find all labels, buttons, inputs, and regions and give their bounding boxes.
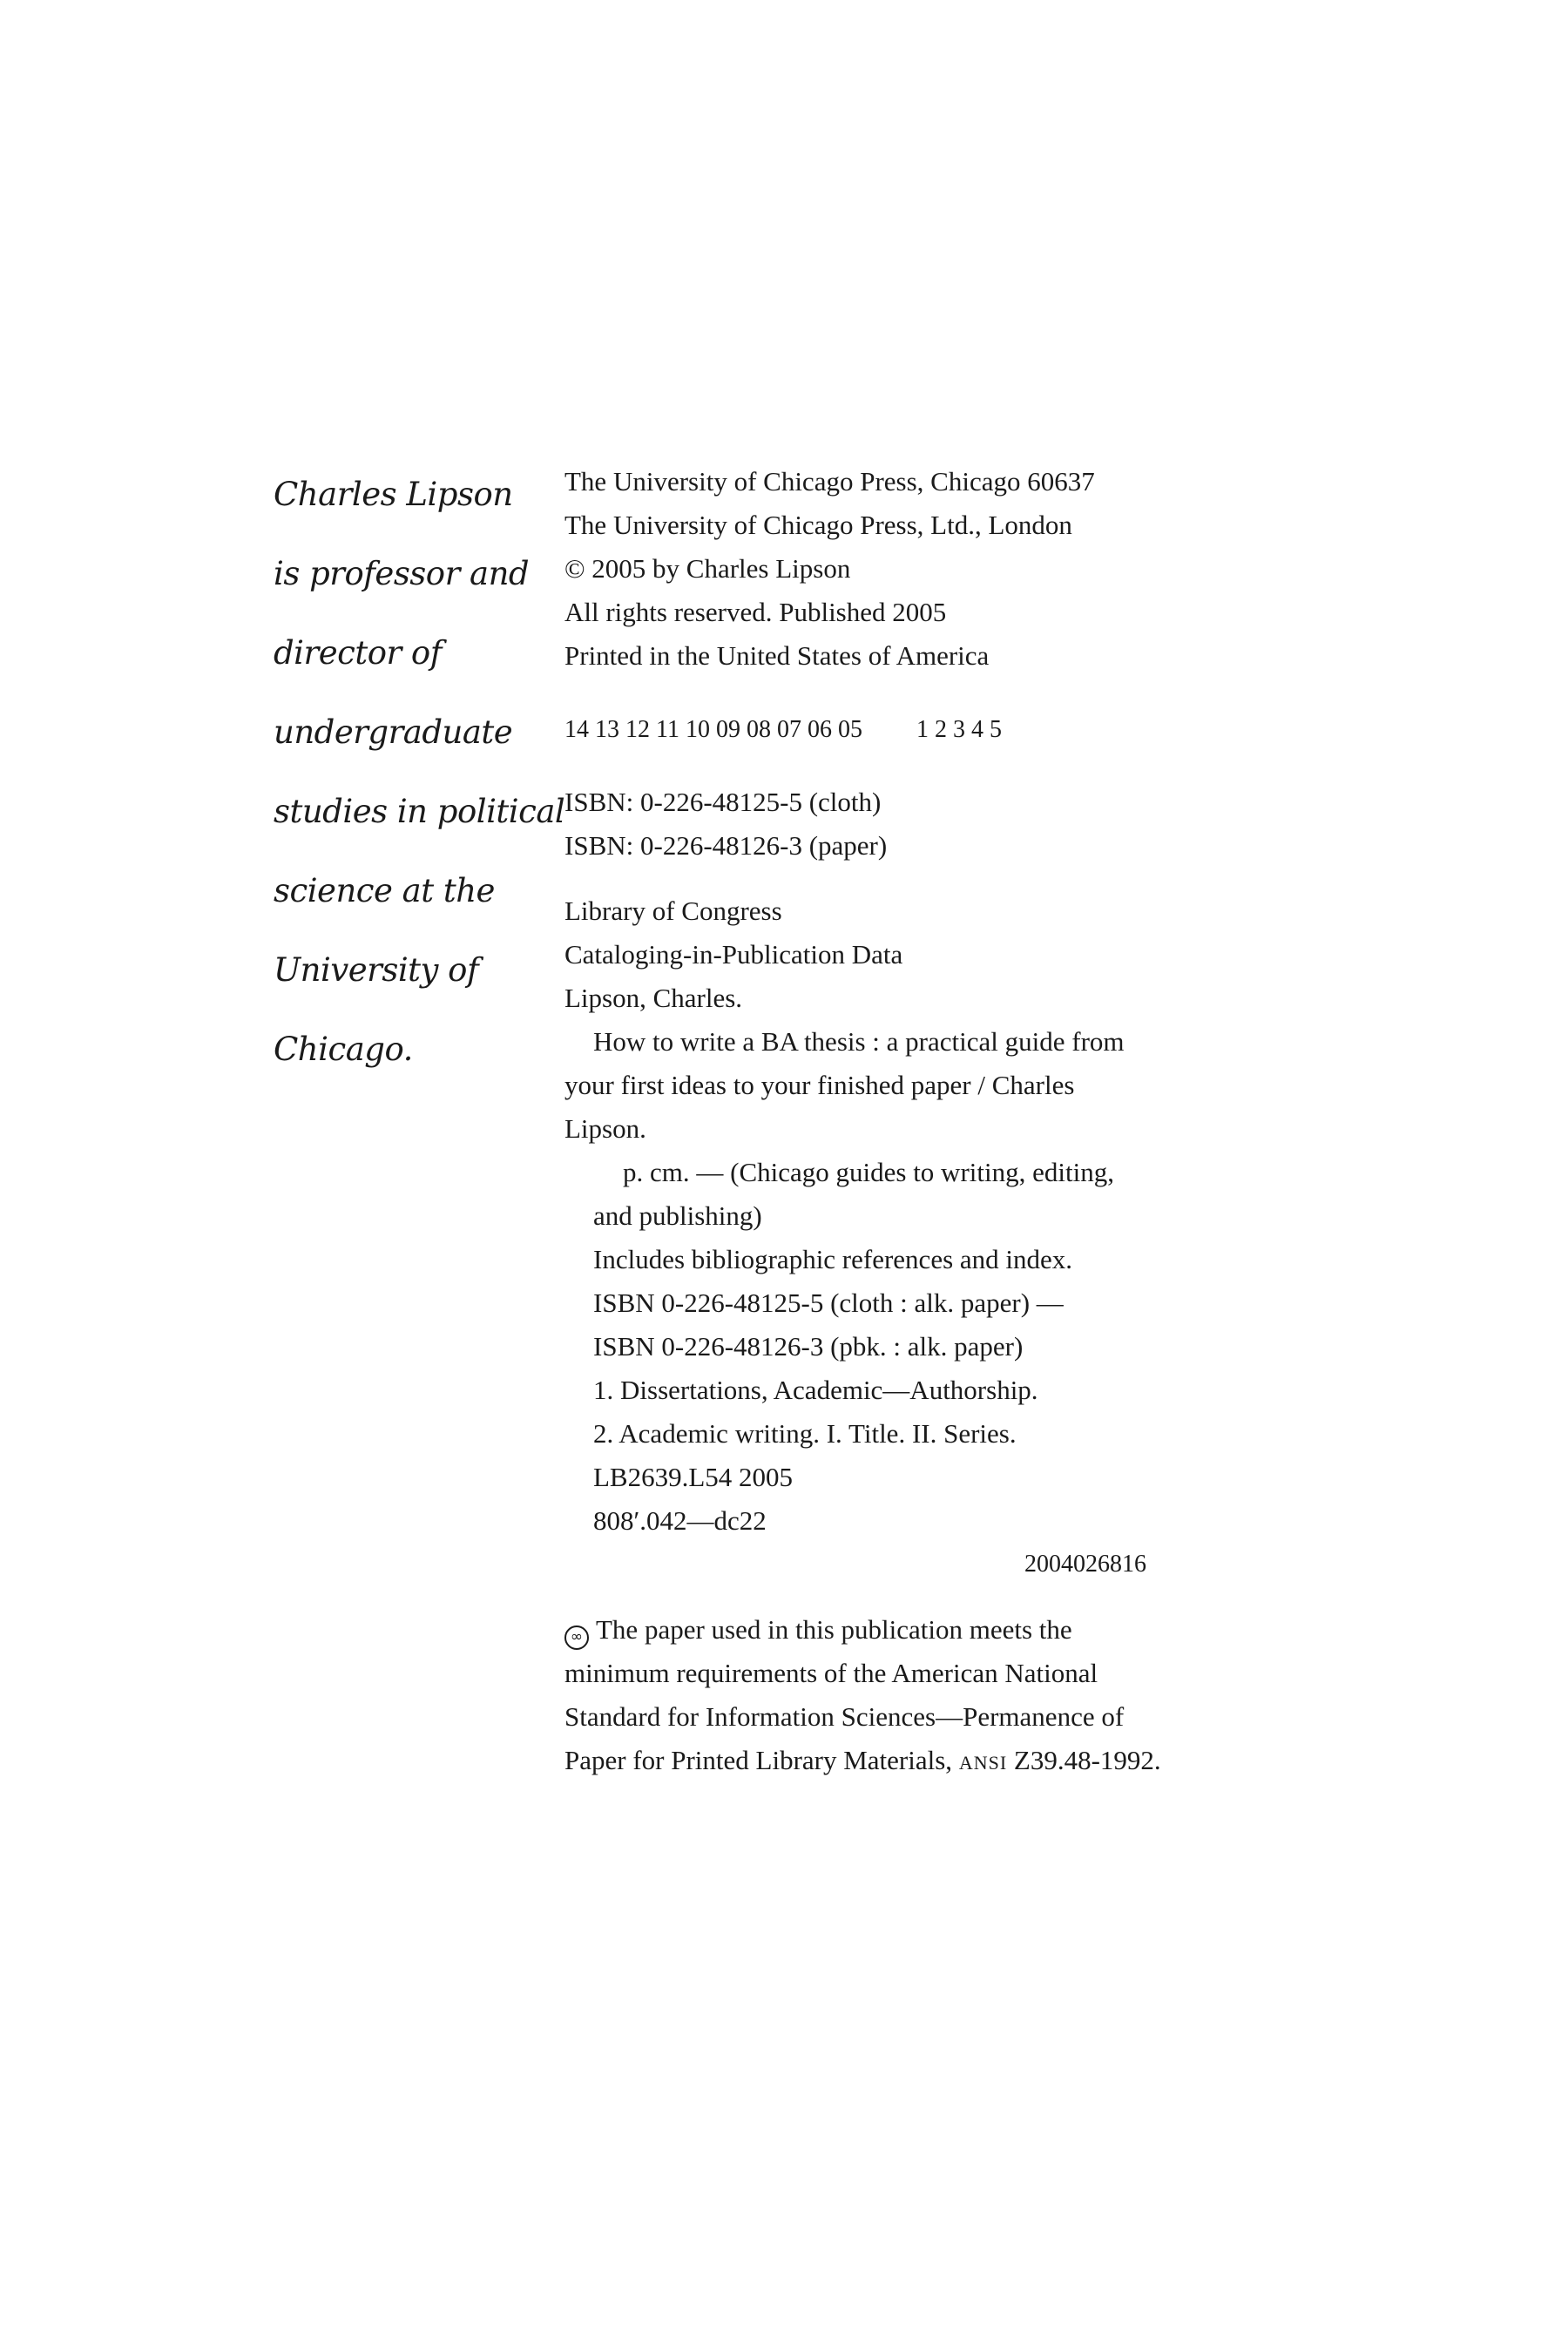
- ansi-label: ansi: [958, 1745, 1008, 1775]
- cip-title: your first ideas to your finished paper / Charles: [564, 1070, 1075, 1100]
- printing-line: [564, 708, 1192, 752]
- cip-note: Includes bibliographic references and index.: [593, 1244, 1073, 1274]
- cip-author: Lipson, Charles.: [564, 983, 743, 1013]
- printing-impressions: 1 2 3 4 5: [916, 716, 1002, 743]
- cip-series: p. cm. — (Chicago guides to writing, editing,: [623, 1157, 1114, 1187]
- paper-note-line: minimum requirements of the American National: [564, 1658, 1098, 1688]
- cip-title: Lipson.: [564, 1113, 646, 1144]
- paper-note-text: Z39.48-1992.: [1007, 1745, 1161, 1775]
- cip-subject: 1. Dissertations, Academic—Authorship.: [593, 1375, 1038, 1405]
- cip-heading: Library of Congress: [564, 896, 782, 926]
- copyright-page: [564, 460, 1192, 1782]
- paper-note-text: The paper used in this publication meets the: [596, 1614, 1072, 1645]
- paper-note-text: Paper for Printed Library Materials,: [564, 1745, 959, 1775]
- printing-years: 14 13 12 11 10 09 08 07 06 05: [564, 716, 862, 743]
- spacer: [564, 678, 1192, 700]
- spacer: [564, 868, 1192, 889]
- cip-lccn: 2004026816: [1024, 1551, 1146, 1578]
- author-bio-line: University of: [274, 951, 479, 989]
- paper-note-line: Standard for Information Sciences—Permanence of: [564, 1701, 1125, 1732]
- publisher-info: [564, 460, 1192, 678]
- paper-permanence-note: [564, 1608, 1192, 1782]
- isbn-cloth: ISBN: 0-226-48125-5 (cloth): [564, 787, 882, 817]
- copyright-line: © 2005 by Charles Lipson: [564, 553, 851, 584]
- author-bio-line: science at the: [274, 872, 495, 909]
- cip-series: and publishing): [593, 1200, 762, 1231]
- author-bio: [274, 455, 565, 1089]
- isbn-block: [564, 781, 1192, 868]
- cip-isbn: ISBN 0-226-48126-3 (pbk. : alk. paper): [593, 1331, 1024, 1362]
- cip-dewey: 808′.042—dc22: [593, 1505, 767, 1536]
- paper-note-line: [564, 1608, 1192, 1652]
- rights-line: All rights reserved. Published 2005: [564, 597, 947, 627]
- cip-isbn: ISBN 0-226-48125-5 (cloth : alk. paper) —: [593, 1288, 1064, 1318]
- author-bio-line: director of: [274, 634, 442, 672]
- isbn-paper: ISBN: 0-226-48126-3 (paper): [564, 830, 888, 861]
- cip-title: How to write a BA thesis : a practical guide from: [593, 1026, 1125, 1057]
- cip-data-block: [564, 889, 1192, 1586]
- author-bio-line: is professor and: [274, 555, 530, 592]
- infinity-icon: ∞: [564, 1625, 589, 1650]
- paper-note-line: [564, 1739, 1192, 1782]
- cip-heading: Cataloging-in-Publication Data: [564, 939, 903, 970]
- author-bio-line: Chicago.: [274, 1031, 413, 1068]
- spacer: [564, 1586, 1192, 1608]
- publisher-line: The University of Chicago Press, Chicago 60637: [564, 466, 1095, 497]
- cip-lc-class: LB2639.L54 2005: [593, 1462, 794, 1492]
- cip-subject: 2. Academic writing. I. Title. II. Series.: [593, 1418, 1017, 1449]
- author-bio-line: Charles Lipson: [274, 476, 513, 513]
- author-bio-line: undergraduate: [274, 713, 513, 751]
- printed-line: Printed in the United States of America: [564, 640, 990, 671]
- spacer: [564, 759, 1192, 781]
- author-bio-line: studies in political: [274, 793, 565, 830]
- publisher-line: The University of Chicago Press, Ltd., London: [564, 510, 1072, 540]
